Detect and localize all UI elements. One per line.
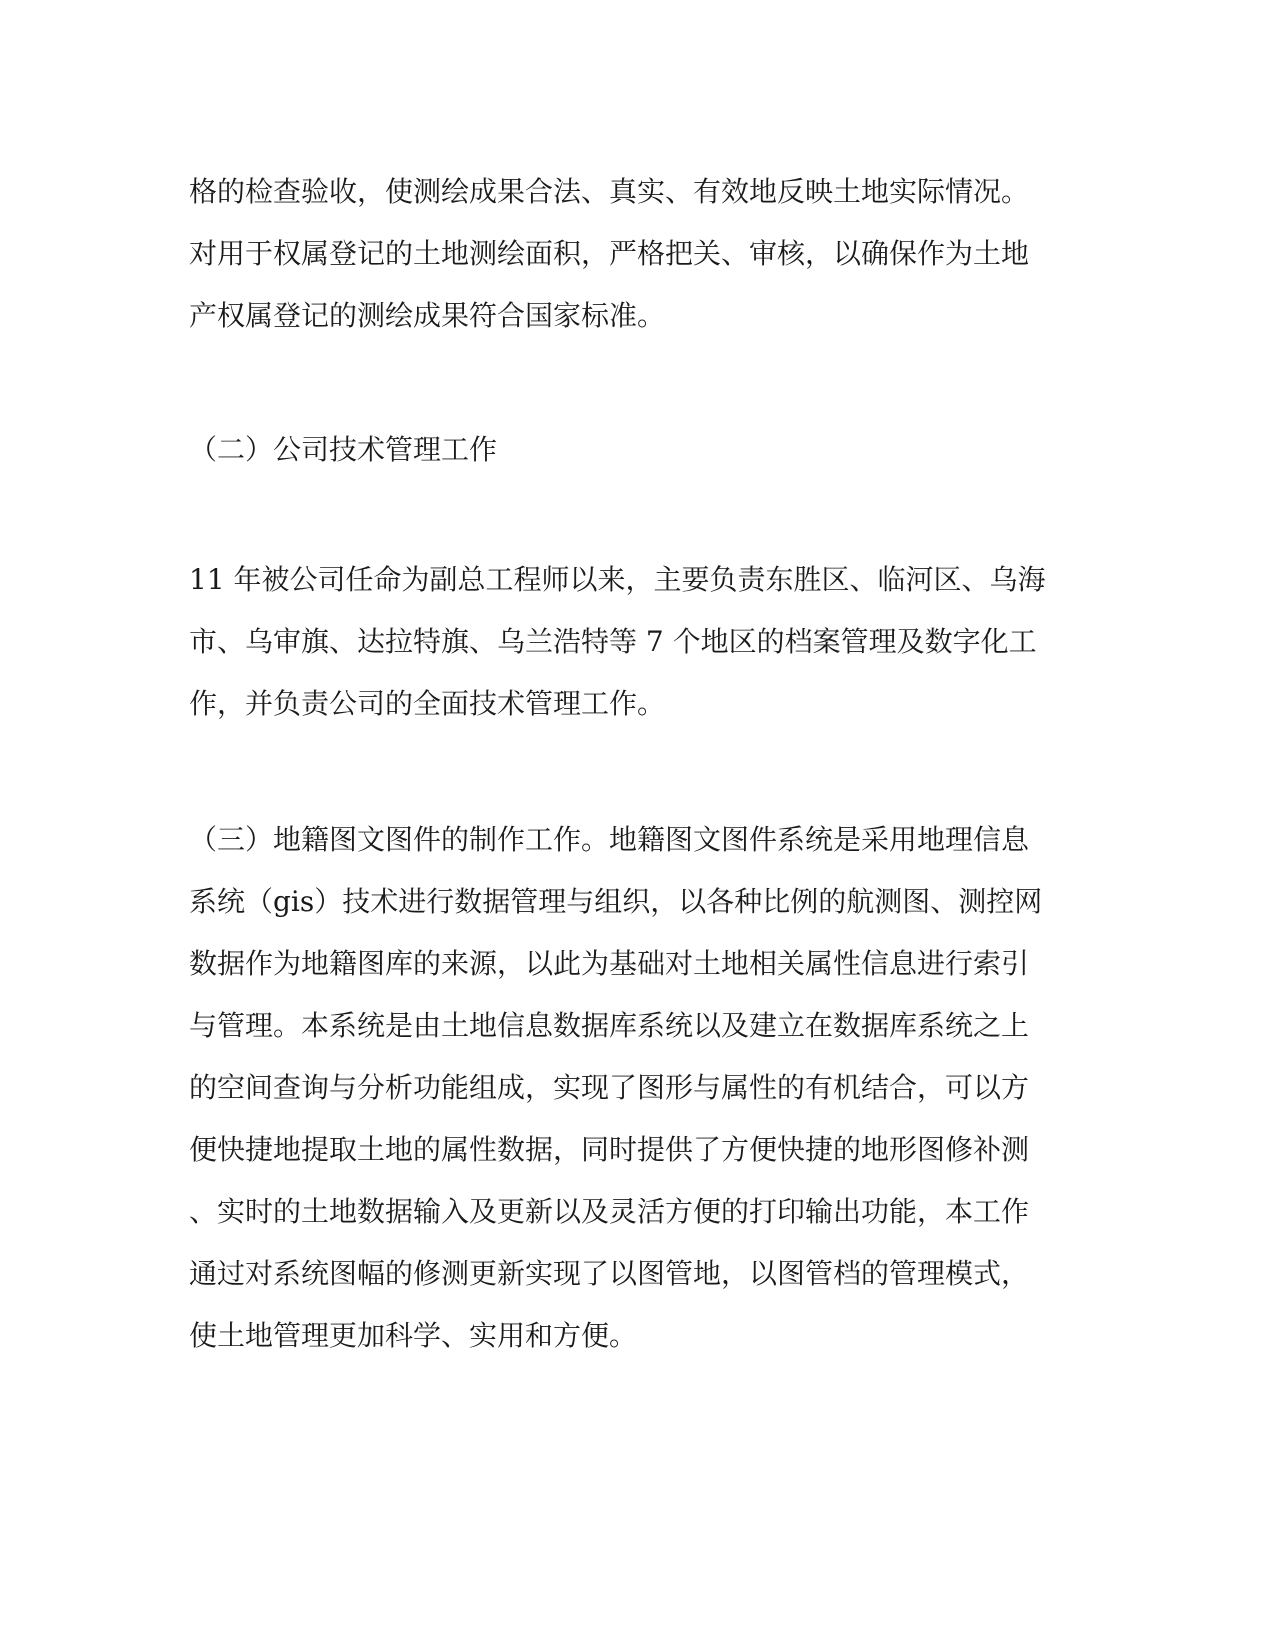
paragraph-line: 与管理。本系统是由土地信息数据库系统以及建立在数据库系统之上	[189, 1009, 1030, 1042]
paragraph-line: （三）地籍图文图件的制作工作。地籍图文图件系统是采用地理信息	[189, 823, 1030, 856]
paragraph-surveying-inspection	[189, 161, 1089, 347]
paragraph-deputy-chief-engineer	[189, 549, 1089, 735]
paragraph-line: 通过对系统图幅的修测更新实现了以图管地，以图管档的管理模式，	[189, 1257, 1030, 1290]
paragraph-line: 产权属登记的测绘成果符合国家标准。	[189, 299, 666, 332]
section-heading-text: （二）公司技术管理工作	[189, 433, 498, 466]
paragraph-line: 、实时的土地数据输入及更新以及灵活方便的打印输出功能，本工作	[189, 1195, 1030, 1228]
paragraph-line: 11 年被公司任命为副总工程师以来，主要负责东胜区、临河区、乌海	[189, 563, 1046, 596]
paragraph-line: 市、乌审旗、达拉特旗、乌兰浩特等 7 个地区的档案管理及数字化工	[189, 625, 1037, 658]
paragraph-cadastral-system	[189, 809, 1089, 1367]
paragraph-line: 的空间查询与分析功能组成，实现了图形与属性的有机结合，可以方	[189, 1071, 1030, 1104]
paragraph-line: 格的检查验收，使测绘成果合法、真实、有效地反映土地实际情况。	[189, 175, 1030, 208]
paragraph-line: 便快捷地提取土地的属性数据，同时提供了方便快捷的地形图修补测	[189, 1133, 1030, 1166]
paragraph-line: 系统（gis）技术进行数据管理与组织，以各种比例的航测图、测控网	[189, 885, 1043, 918]
section-heading-technical-management	[189, 419, 1089, 481]
paragraph-line: 作，并负责公司的全面技术管理工作。	[189, 687, 666, 720]
paragraph-line: 使土地管理更加科学、实用和方便。	[189, 1319, 638, 1352]
paragraph-line: 数据作为地籍图库的来源，以此为基础对土地相关属性信息进行索引	[189, 947, 1030, 980]
paragraph-line: 对用于权属登记的土地测绘面积，严格把关、审核，以确保作为土地	[189, 237, 1030, 270]
